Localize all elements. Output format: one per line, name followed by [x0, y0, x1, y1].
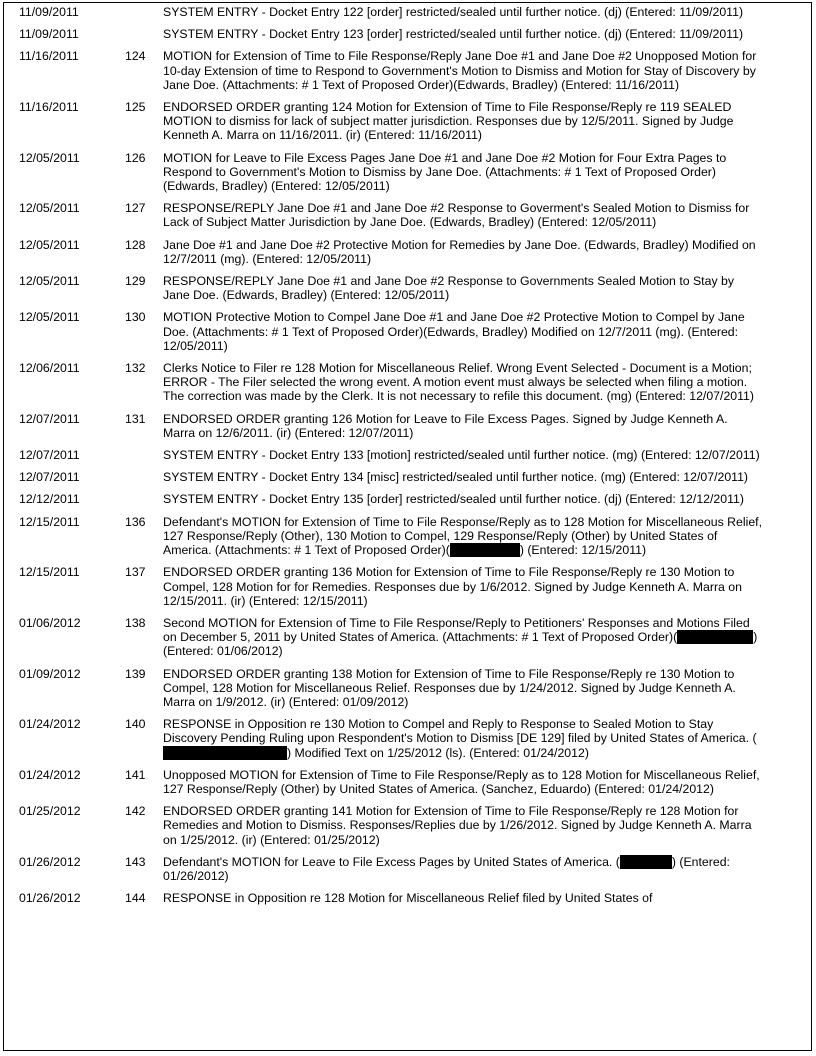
- entry-number: 129: [125, 274, 146, 289]
- entry-text: MOTION Protective Motion to Compel Jane Doe #1 and Jane Doe #2 Protective Motion to Compel by Jane Doe. (Attachments: # 1 Text of Proposed Order)(Edwards, Bradley) Modified on 12/7/2011 (mg). (Entered: 12/05/2011): [163, 310, 745, 353]
- redaction-block: [620, 855, 672, 869]
- entry-number: 125: [125, 100, 146, 115]
- entry-date: 01/25/2012: [19, 804, 81, 819]
- entry-text: Clerks Notice to Filer re 128 Motion for Miscellaneous Relief. Wrong Event Selected - Document is a Motion; ERROR - The Filer selected the wrong event. A motion event must always be selected when filing a motion. The correction was made by the Clerk. It is not necessary to refile this document. (mg) (Entered: 12/07/2011): [163, 361, 754, 404]
- docket-entry: [4, 448, 811, 470]
- entry-date: 11/09/2011: [19, 27, 79, 42]
- entry-date: 11/16/2011: [19, 100, 79, 115]
- entry-text: SYSTEM ENTRY - Docket Entry 133 [motion] restricted/sealed until further notice. (mg) (Entered: 12/07/2011): [163, 448, 760, 463]
- docket-entry: [4, 616, 811, 667]
- entry-text: ENDORSED ORDER granting 141 Motion for Extension of Time to File Response/Reply re 128 Motion for Remedies and Motion to Dismiss. Responses/Replies due by 1/26/2012. Signed by Judge Kenneth A. Marra on 1/25/2012. (ir) (Entered: 01/25/2012): [163, 804, 752, 847]
- redaction-block: [677, 630, 753, 644]
- entry-date: 12/12/2011: [19, 492, 80, 507]
- entry-text: SYSTEM ENTRY - Docket Entry 122 [order] restricted/sealed until further notice. (dj) (Entered: 11/09/2011): [163, 5, 744, 19]
- entry-date: 11/09/2011: [19, 5, 79, 19]
- docket-entry: [4, 49, 811, 100]
- entry-text: RESPONSE/REPLY Jane Doe #1 and Jane Doe #2 Response to Goverment's Sealed Motion to Dismiss for Lack of Subject Matter Jurisdiction by Jane Doe. (Edwards, Bradley) (Entered: 12/05/2011): [163, 201, 750, 230]
- entry-text: SYSTEM ENTRY - Docket Entry 135 [order] restricted/sealed until further notice. (dj) (Entered: 12/12/2011): [163, 492, 744, 507]
- entry-number: 131: [125, 411, 146, 426]
- entry-date: 01/26/2012: [19, 891, 81, 906]
- entry-date: 01/06/2012: [19, 615, 81, 630]
- entry-date: 12/05/2011: [19, 150, 80, 165]
- entry-number: 127: [125, 201, 146, 216]
- entry-date: 12/06/2011: [19, 361, 80, 376]
- entry-date: 01/24/2012: [19, 717, 81, 732]
- entry-number: 139: [125, 666, 146, 681]
- entry-text: [163, 855, 763, 883]
- docket-entry: [4, 565, 811, 616]
- entry-text: ENDORSED ORDER granting 126 Motion for Leave to File Excess Pages. Signed by Judge Kenneth A. Marra on 12/6/2011. (ir) (Entered: 12/07/2011): [163, 411, 728, 440]
- docket-entry: [4, 470, 811, 492]
- entry-date: 12/07/2011: [19, 448, 80, 463]
- docket-entry: [4, 891, 811, 913]
- docket-entry: [4, 151, 811, 202]
- docket-entry: [4, 804, 811, 855]
- entry-text-part: Defendant's MOTION for Leave to File Excess Pages by United States of America. (: [163, 854, 620, 869]
- docket-entry: [4, 274, 811, 310]
- entry-text: MOTION for Leave to File Excess Pages Jane Doe #1 and Jane Doe #2 Motion for Four Extra Pages to Respond to Government's Motion to Dismiss by Jane Doe. (Attachments: # 1 Text of Proposed Order)(Edwards, Bradley) (Entered: 12/05/2011): [163, 150, 727, 194]
- entry-date: 12/07/2011: [19, 470, 80, 485]
- docket-entry: [4, 667, 811, 718]
- entry-number: 141: [125, 767, 146, 782]
- docket-entry: [4, 855, 811, 891]
- entry-text-part: ) (Entered: 01/26/2012): [163, 854, 730, 883]
- entry-text-part: RESPONSE in Opposition re 130 Motion to Compel and Reply to Response to Sealed Motion to Stay Discovery Pending Ruling upon Respondent's Motion to Dismiss [DE 129] filed by United States of America. (: [163, 717, 757, 746]
- redaction-block: [450, 543, 520, 557]
- entry-text: ENDORSED ORDER granting 138 Motion for Extension of Time to File Response/Reply re 130 Motion to Compel, 128 Motion for Miscellaneous Relief. Responses due by 1/24/2012. Signed by Judge Kenneth A. Marra on 1/9/2012. (ir) (Entered: 01/09/2012): [163, 666, 736, 709]
- entry-text: [163, 616, 763, 659]
- entry-text: ENDORSED ORDER granting 136 Motion for Extension of Time to File Response/Reply re 130 Motion to Compel, 128 Motion for for Remedies. Responses due by 1/6/2012. Signed by Judge Kenneth A. Marra on 12/15/2011. (ir) (Entered: 12/15/2011): [163, 565, 742, 608]
- entry-text: Jane Doe #1 and Jane Doe #2 Protective Motion for Remedies by Jane Doe. (Edwards, Bradley) Modified on 12/7/2011 (mg). (Entered: 12/05/2011): [163, 237, 756, 266]
- entry-number: 143: [125, 854, 146, 869]
- entry-date: 12/05/2011: [19, 310, 80, 325]
- entry-text: SYSTEM ENTRY - Docket Entry 134 [misc] restricted/sealed until further notice. (mg) (Entered: 12/07/2011): [163, 470, 749, 485]
- entry-date: 12/15/2011: [19, 514, 80, 529]
- entry-number: 132: [125, 361, 146, 376]
- docket-entry: [4, 201, 811, 237]
- docket-entry: [4, 361, 811, 412]
- entry-text: RESPONSE/REPLY Jane Doe #1 and Jane Doe #2 Response to Governments Sealed Motion to Stay by Jane Doe. (Edwards, Bradley) (Entered: 12/05/2011): [163, 274, 734, 303]
- entry-text-part: ) (Entered: 12/15/2011): [519, 543, 647, 558]
- entry-text: MOTION for Extension of Time to File Response/Reply Jane Doe #1 and Jane Doe #2 Unopposed Motion for 10-day Extension of time to Respond to Government's Motion to Dismiss and Motion for Stay of Discovery by Jane Doe. (Attachments: # 1 Text of Proposed Order)(Edwards, Bradley) (Entered: 11/16/2011): [163, 49, 757, 92]
- docket-entry: [4, 492, 811, 514]
- entry-text: SYSTEM ENTRY - Docket Entry 123 [order] restricted/sealed until further notice. (dj) (Entered: 11/09/2011): [163, 27, 744, 42]
- entry-text: Unopposed MOTION for Extension of Time to File Response/Reply as to 128 Motion for Miscellaneous Relief, 127 Response/Reply (Other) by United States of America. (Sanchez, Eduardo) (Entered: 01/24/2012): [163, 767, 760, 796]
- entry-date: 01/09/2012: [19, 666, 81, 681]
- docket-entry: [4, 515, 811, 566]
- entry-number: 142: [125, 804, 146, 819]
- entry-date: 01/26/2012: [19, 854, 81, 869]
- entry-date: 12/05/2011: [19, 274, 80, 289]
- entry-number: 138: [125, 615, 146, 630]
- entry-text-part: ) (Entered: 01/06/2012): [163, 630, 758, 659]
- entry-date: 12/05/2011: [19, 201, 80, 216]
- entry-number: 140: [125, 717, 146, 732]
- entry-number: 128: [125, 237, 146, 252]
- entry-text-part: Defendant's MOTION for Extension of Time to File Response/Reply as to 128 Motion for Miscellaneous Relief, 127 Response/Reply (Other), 130 Motion to Compel, 129 Response/Reply (Other) by United States of America. (Attachments: # 1 Text of Proposed Order)(: [163, 514, 763, 558]
- docket-entry: [4, 310, 811, 361]
- entry-number: 136: [125, 514, 146, 529]
- entry-number: 144: [125, 891, 146, 906]
- entry-text-part: Second MOTION for Extension of Time to File Response/Reply to Petitioners' Responses and Motions Filed on December 5, 2011 by United States of America. (Attachments: # 1 Text of Proposed Order)(: [163, 615, 750, 645]
- entry-text: RESPONSE in Opposition re 128 Motion for Miscellaneous Relief filed by United States of: [163, 891, 653, 906]
- entry-date: 12/15/2011: [19, 565, 80, 580]
- docket-entry: [4, 768, 811, 804]
- entry-date: 11/16/2011: [19, 49, 79, 64]
- entry-number: 130: [125, 310, 146, 325]
- entry-number: 137: [125, 565, 146, 580]
- docket-entry: [4, 100, 811, 151]
- entry-date: 12/05/2011: [19, 237, 80, 252]
- entry-text: [163, 717, 763, 760]
- entry-number: 124: [125, 49, 146, 64]
- entry-text-part: ) Modified Text on 1/25/2012 (ls). (Entered: 01/24/2012): [287, 745, 589, 760]
- docket-entry: [4, 27, 811, 49]
- docket-entry: [4, 238, 811, 274]
- entry-date: 12/07/2011: [19, 411, 80, 426]
- docket-entry: [4, 412, 811, 448]
- entry-text: ENDORSED ORDER granting 124 Motion for Extension of Time to File Response/Reply re 119 SEALED MOTION to dismiss for lack of subject matter jurisdiction. Responses due by 12/5/2011. Signed by Judge Kenneth A. Marra on 11/16/2011. (ir) (Entered: 11/16/2011): [163, 100, 734, 143]
- docket-frame: [3, 2, 812, 1051]
- docket-entry: [4, 5, 811, 27]
- docket-entry: [4, 717, 811, 768]
- entry-number: 126: [125, 150, 146, 165]
- entry-date: 01/24/2012: [19, 767, 81, 782]
- entry-text: [163, 515, 763, 558]
- redaction-block: [163, 746, 287, 760]
- docket-table: [4, 5, 811, 913]
